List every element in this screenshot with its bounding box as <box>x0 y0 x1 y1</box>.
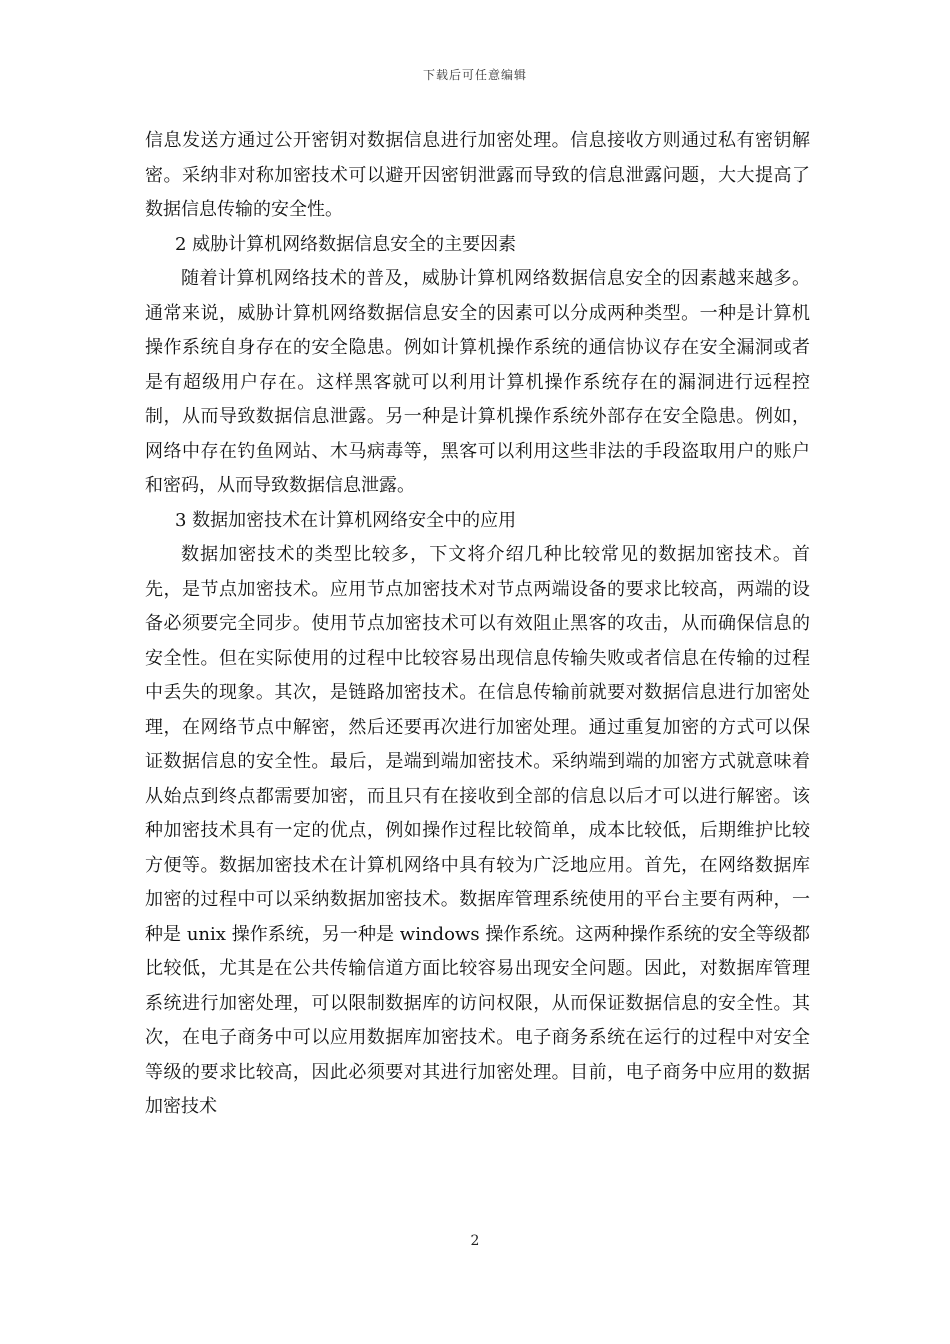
section-heading-2: 2 威胁计算机网络数据信息安全的主要因素 <box>175 233 517 255</box>
page-header: 下载后可任意编辑 <box>422 68 527 82</box>
document-body <box>145 124 810 1125</box>
paragraph-encryption-applications: 数据加密技术的类型比较多，下文将介绍几种比较常见的数据加密技术。首先，是节点加密技术。应用节点加密技术对节点两端设备的要求比较高，两端的设备必须要完全同步。使用节点加密技术可以有效阻止黑客的攻击，从而确保信息的安全性。但在实际使用的过程中比较容易出现信息传输失败或者信息在传输的过程中丢失的现象。其次，是链路加密技术。在信息传输前就要对数据信息进行加密处理，在网络节点中解密，然后还要再次进行加密处理。通过重复加密的方式可以保证数据信息的安全性。最后，是端到端加密技术。采纳端到端的加密方式就意味着从始点到终点都需要加密，而且只有在接收到全部的信息以后才可以进行解密。该种加密技术具有一定的优点，例如操作过程比较简单，成本比较低，后期维护比较方便等。数据加密技术在计算机网络中具有较为广泛地应用。首先，在网络数据库加密的过程中可以采纳数据加密技术。数据库管理系统使用的平台主要有两种，一种是 unix 操作系统，另一种是 windows 操作系统。这两种操作系统的安全等级都比较低，尤其是在公共传输信道方面比较容易出现安全问题。因此，对数据库管理系统进行加密处理，可以限制数据库的访问权限，从而保证数据信息的安全性。其次，在电子商务中可以应用数据库加密技术。电子商务系统在运行的过程中对安全等级的要求比较高，因此必须要对其进行加密处理。目前，电子商务中应用的数据加密技术 <box>145 544 810 1117</box>
paragraph-threat-factors: 随着计算机网络技术的普及，威胁计算机网络数据信息安全的因素越来越多。通常来说，威胁计算机网络数据信息安全的因素可以分成两种类型。一种是计算机操作系统自身存在的安全隐患。例如计算机操作系统的通信协议存在安全漏洞或者是有超级用户存在。这样黑客就可以利用计算机操作系统存在的漏洞进行远程控制，从而导致数据信息泄露。另一种是计算机操作系统外部存在安全隐患。例如，网络中存在钓鱼网站、木马病毒等，黑客可以利用这些非法的手段盗取用户的账户和密码，从而导致数据信息泄露。 <box>145 268 810 496</box>
section-heading-3: 3 数据加密技术在计算机网络安全中的应用 <box>175 509 517 531</box>
paragraph-encryption-intro: 信息发送方通过公开密钥对数据信息进行加密处理。信息接收方则通过私有密钥解密。采纳非对称加密技术可以避开因密钥泄露而导致的信息泄露问题，大大提高了数据信息传输的安全性。 <box>145 130 810 220</box>
page-number: 2 <box>470 1233 480 1249</box>
